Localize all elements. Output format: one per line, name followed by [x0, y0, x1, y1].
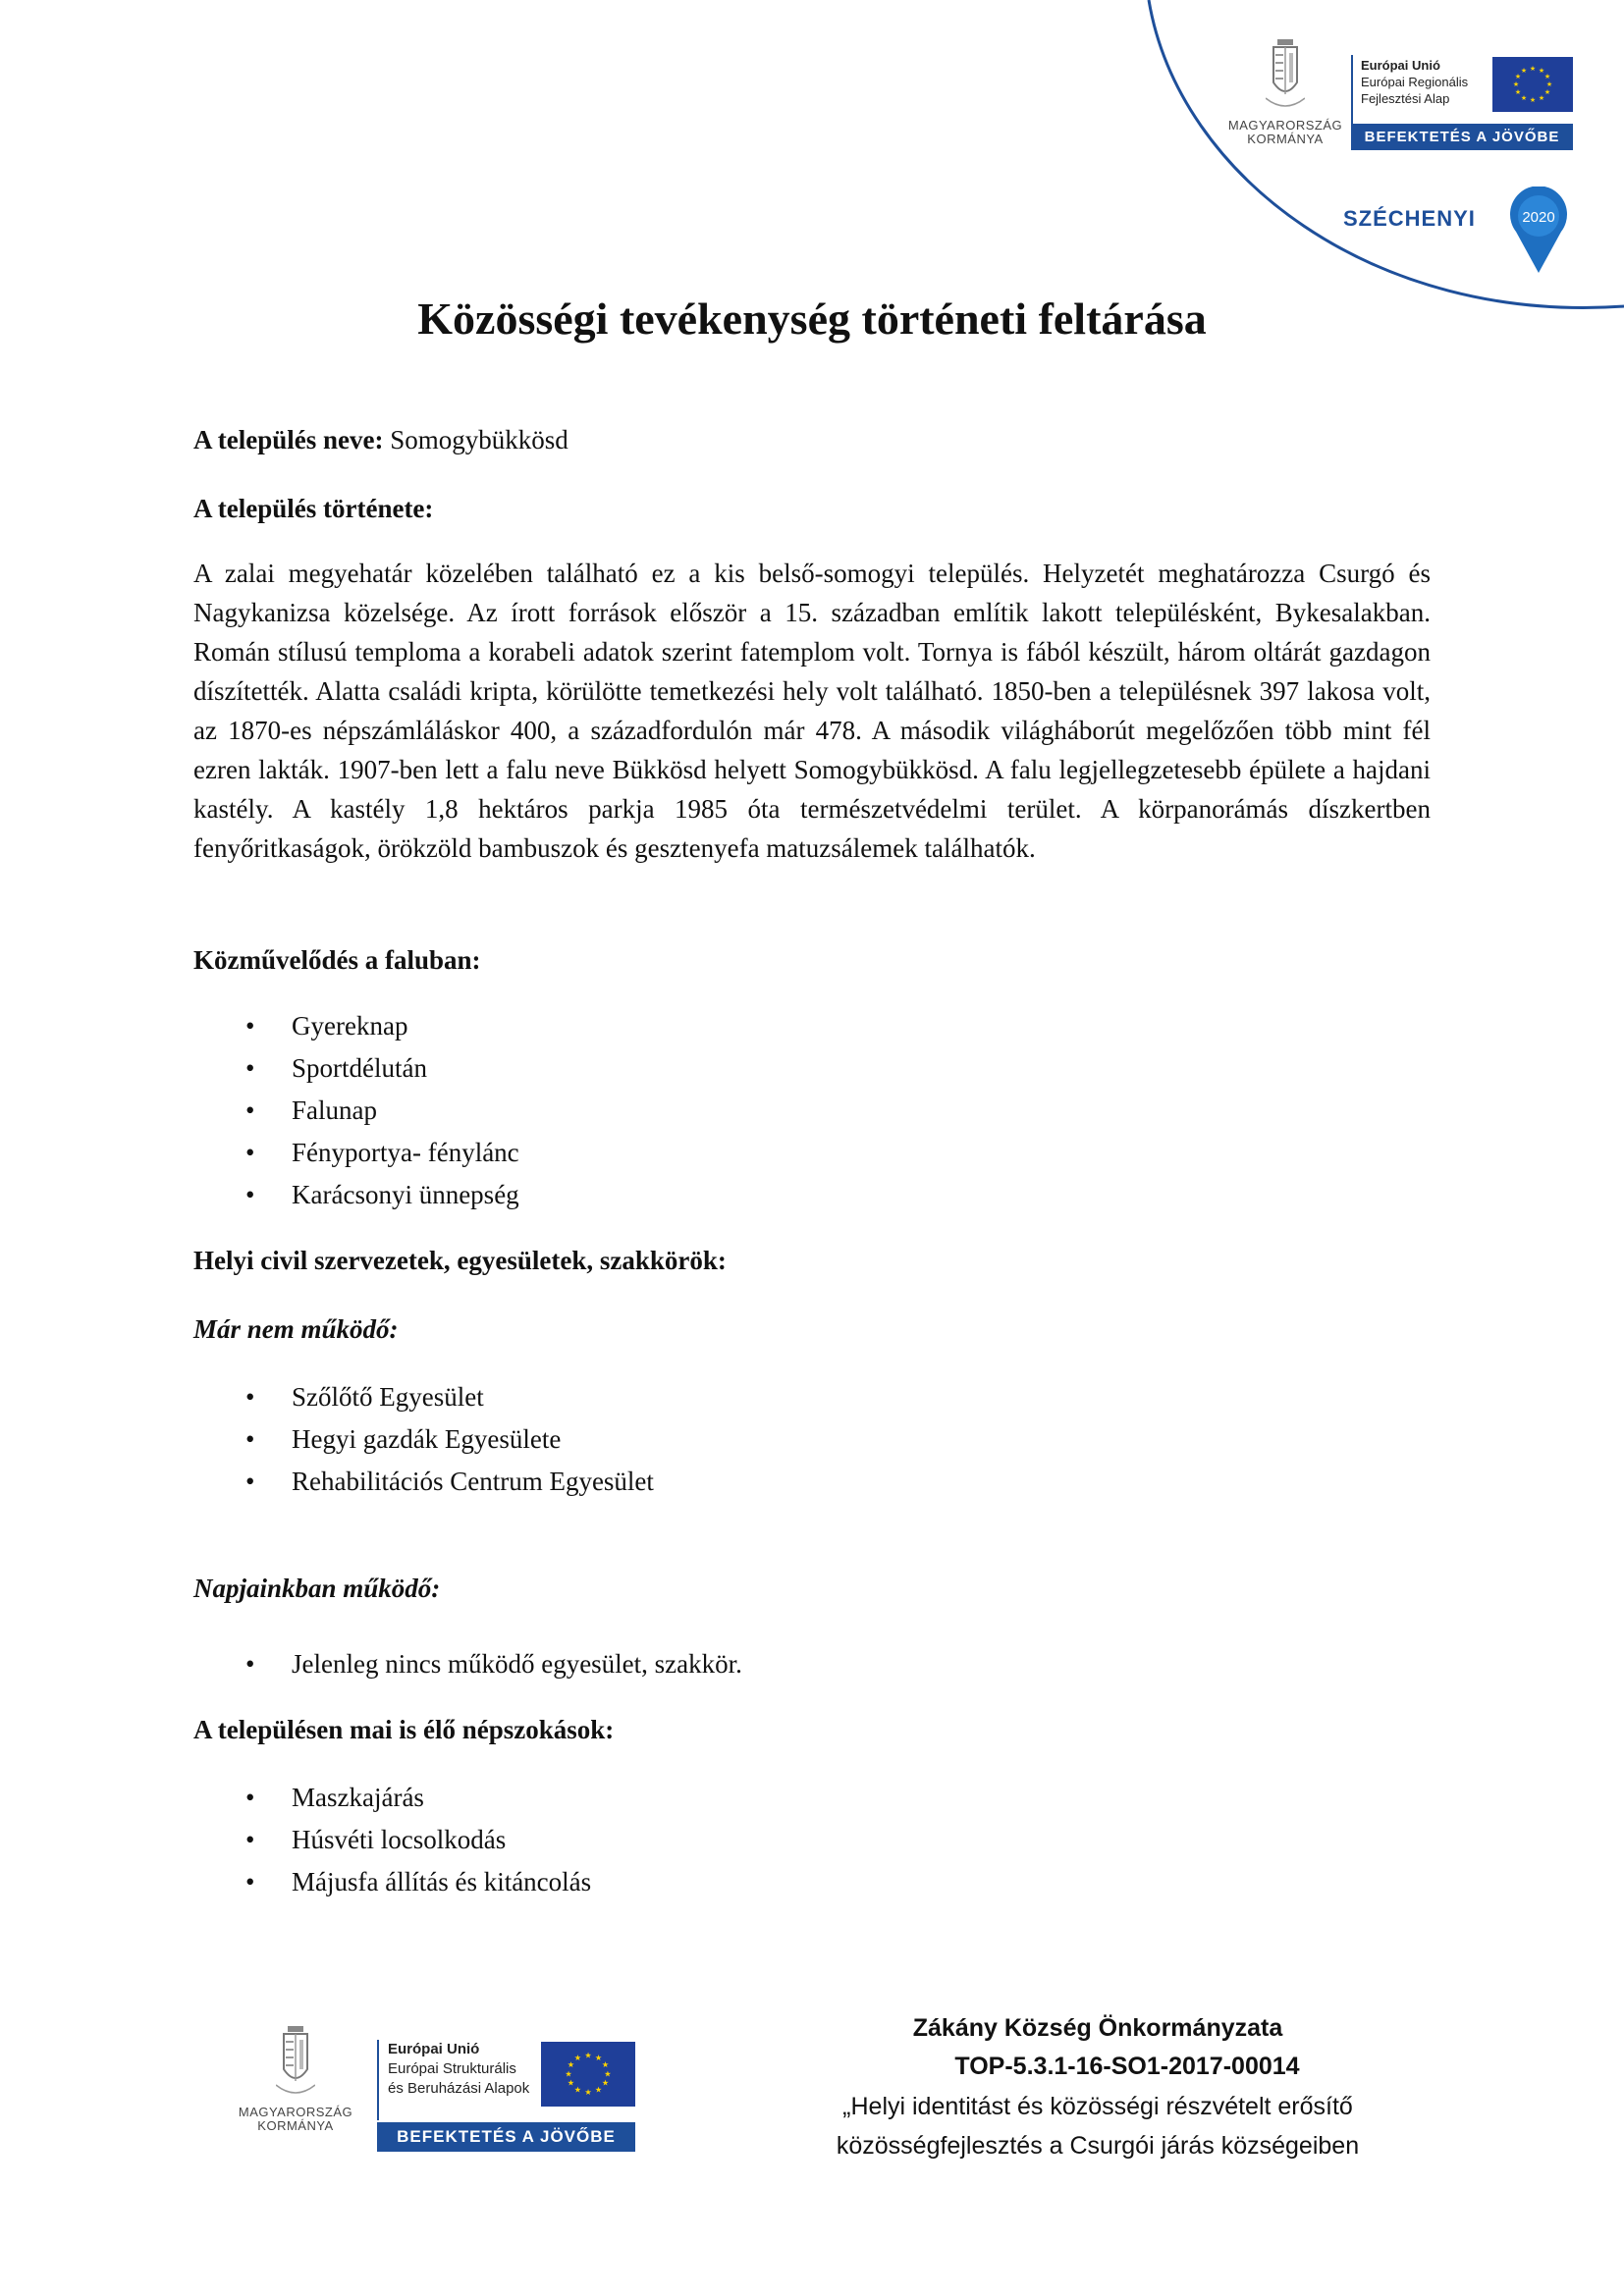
list-item: • Gyereknap	[193, 1005, 1431, 1047]
list-item: • Falunap	[193, 1090, 1431, 1132]
svg-text:★: ★	[604, 2068, 612, 2079]
gov-name-line1: MAGYARORSZÁG	[1227, 118, 1343, 133]
list-item: • Hegyi gazdák Egyesülete	[193, 1418, 1431, 1461]
active-heading: Napjainkban működő:	[193, 1574, 441, 1603]
svg-text:★: ★	[594, 2052, 603, 2062]
history-paragraph: A zalai megyehatár közelében található ez a kis belső-somogyi település. Helyzetét meghatározza Csurgó és Nagykanizsa közelsége. Az írott források először a 15. században említik lakott településként, Bykesalakban. Román stílusú temploma a korabeli adatok szerint fatemplom volt. Tornya is fából készült, három oltárát gazdagon díszítették. Alatta családi kripta, körülötte temetkezési hely volt található. 1850-ben a településnek 397 lakosa volt, az 1870-es népszámláláskor 400, a századfordulón már 478. A második világháborút megelőzően több mint fél ezren lakták. 1907-ben lett a falu neve Bükkösd helyett Somogybükkösd. A falu legjellegzetesebb épülete a hajdani kastély. A kastély 1,8 hektáros parkja 1985 óta természetvédelmi terület. A körpanorámás díszkertben fenyőritkaságok, örökzöld bambuszok és gesztenyefa matuzsálemek találhatók.	[193, 559, 1431, 863]
coat-of-arms-icon	[1266, 39, 1305, 114]
footer-org: Zákány Község Önkormányzata	[912, 2014, 1283, 2042]
hungarian-government-logo	[1221, 39, 1349, 157]
eu-title: Európai Unió	[388, 2041, 480, 2057]
footer-eu-divider	[377, 2040, 379, 2120]
footer-eu-fund-text	[388, 2040, 529, 2099]
list-item: • Jelenleg nincs működő egyesület, szakkör.	[193, 1643, 1431, 1685]
eu-divider	[1351, 55, 1353, 124]
svg-text:★: ★	[601, 2077, 610, 2088]
list-item: • Májusfa állítás és kitáncolás	[193, 1861, 1431, 1903]
svg-text:★: ★	[601, 2058, 610, 2069]
settlement-name: Somogybükkösd	[390, 425, 568, 454]
coat-of-arms-icon	[276, 2026, 315, 2101]
gov-name-line2: KORMÁNYA	[257, 2118, 334, 2133]
history-heading: A település története:	[193, 494, 434, 523]
svg-text:★: ★	[1514, 88, 1522, 96]
svg-text:★: ★	[1529, 96, 1537, 104]
culture-heading: Közművelődés a faluban:	[193, 945, 481, 975]
civil-heading: Helyi civil szervezetek, egyesületek, szakkörök:	[193, 1246, 727, 1275]
footer-project-line2: közösségfejlesztés a Csurgói járás községeiben	[836, 2132, 1360, 2160]
svg-text:★: ★	[1529, 65, 1537, 73]
eu-flag-icon	[1492, 57, 1573, 112]
settlement-label: A település neve:	[193, 425, 384, 454]
svg-text:★: ★	[584, 2050, 592, 2060]
eu-line3: és Beruházási Alapok	[388, 2080, 530, 2097]
list-item: • Maszkajárás	[193, 1777, 1431, 1819]
svg-text:★: ★	[565, 2068, 572, 2079]
szechenyi-2020-pin-icon	[1508, 187, 1569, 275]
eu-line2: Európai Regionális	[1361, 75, 1469, 89]
svg-text:★: ★	[1543, 88, 1551, 96]
svg-text:★: ★	[1543, 73, 1551, 80]
list-item: • Sportdélután	[193, 1047, 1431, 1090]
footer-government-logo	[232, 2026, 359, 2144]
svg-text:★: ★	[1520, 94, 1528, 102]
svg-text:★: ★	[584, 2087, 592, 2098]
gov-name-line2: KORMÁNYA	[1247, 132, 1324, 146]
page-title: Közösségi tevékenység történeti feltárása	[417, 294, 1207, 344]
svg-text:★: ★	[594, 2084, 603, 2095]
svg-text:★: ★	[567, 2077, 575, 2088]
list-item: • Szőlőtő Egyesület	[193, 1376, 1431, 1418]
list-item: • Karácsonyi ünnepség	[193, 1174, 1431, 1216]
eu-fund-text	[1361, 57, 1468, 107]
svg-text:★: ★	[1512, 80, 1520, 88]
eu-line3: Fejlesztési Alap	[1361, 91, 1450, 106]
footer-project-code: TOP-5.3.1-16-SO1-2017-00014	[954, 2053, 1300, 2080]
eu-title: Európai Unió	[1361, 58, 1440, 73]
gov-name-line1: MAGYARORSZÁG	[238, 2105, 353, 2119]
svg-text:★: ★	[1538, 94, 1545, 102]
list-item: • Rehabilitációs Centrum Egyesület	[193, 1461, 1431, 1503]
inactive-heading: Már nem működő:	[193, 1314, 399, 1344]
customs-list	[193, 1777, 1431, 1903]
szechenyi-label: SZÉCHENYI	[1343, 206, 1476, 231]
list-item: • Fényportya- fénylánc	[193, 1132, 1431, 1174]
svg-text:★: ★	[1545, 80, 1553, 88]
svg-text:★: ★	[1520, 67, 1528, 75]
active-list	[193, 1643, 1431, 1685]
svg-text:★: ★	[567, 2058, 575, 2069]
svg-text:★: ★	[1514, 73, 1522, 80]
culture-list	[193, 1005, 1431, 1216]
program-year: 2020	[1522, 209, 1555, 226]
footer-project-line1: „Helyi identitást és közösségi részvételt erősítő	[842, 2093, 1353, 2120]
footer-invest-banner: BEFEKTETÉS A JÖVŐBE	[377, 2122, 635, 2152]
svg-text:★: ★	[1538, 67, 1545, 75]
svg-text:★: ★	[573, 2084, 582, 2095]
eu-line2: Európai Strukturális	[388, 2060, 516, 2077]
inactive-list	[193, 1376, 1431, 1503]
customs-heading: A településen mai is élő népszokások:	[193, 1715, 615, 1744]
settlement-name-row	[193, 420, 1431, 459]
eu-flag-icon	[541, 2042, 635, 2107]
invest-banner: BEFEKTETÉS A JÖVŐBE	[1351, 124, 1573, 150]
svg-text:★: ★	[573, 2052, 582, 2062]
list-item: • Húsvéti locsolkodás	[193, 1819, 1431, 1861]
